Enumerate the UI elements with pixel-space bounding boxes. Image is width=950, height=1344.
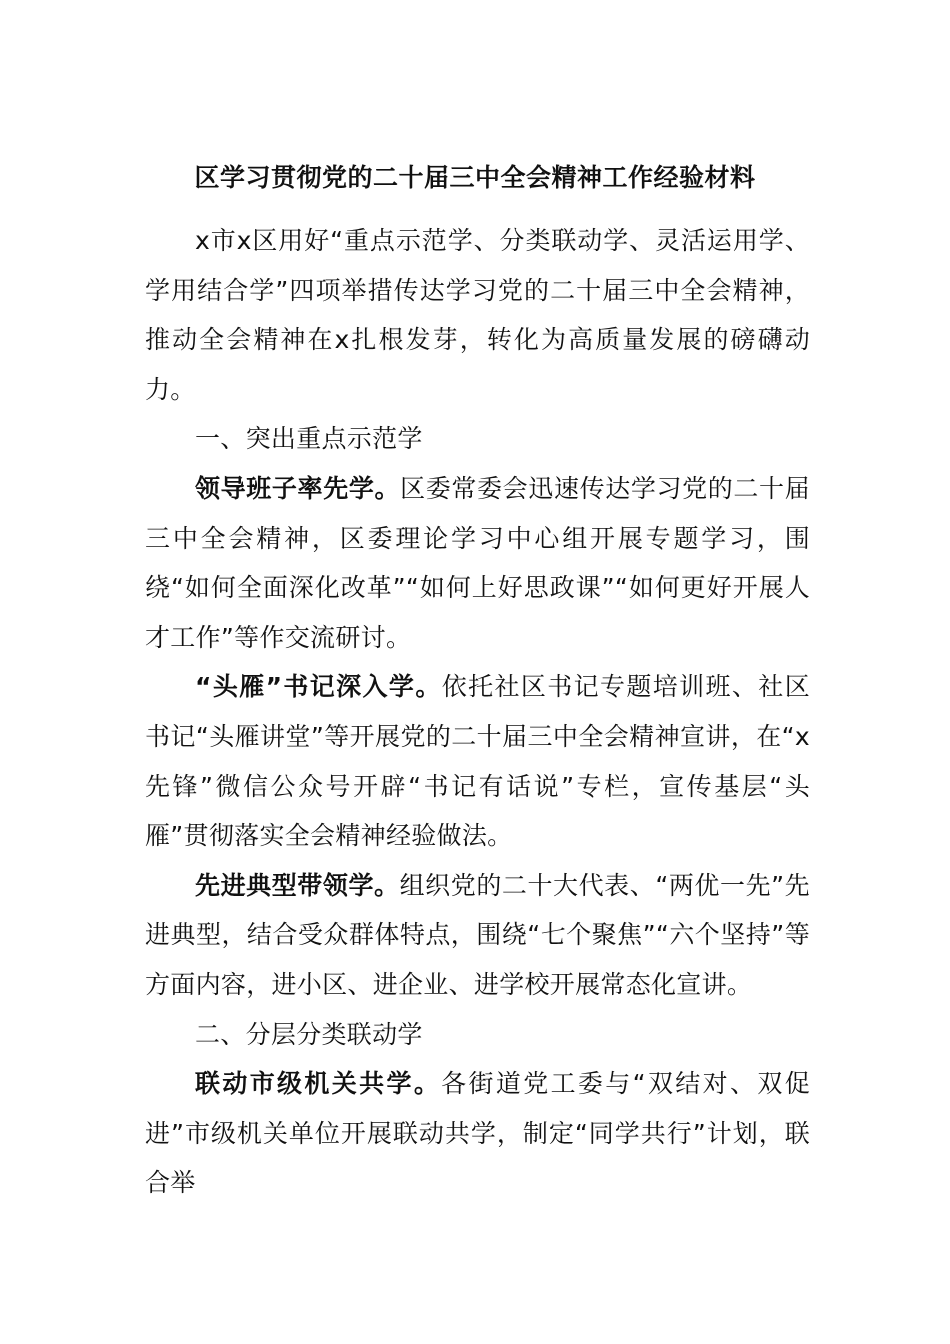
paragraph-lead: 领导班子率先学。 [195, 473, 401, 503]
section-1-paragraph-1 [145, 464, 810, 662]
document-title: 区学习贯彻党的二十届三中全会精神工作经验材料 [194, 163, 756, 192]
paragraph-lead: “头雁”书记深入学。 [195, 672, 442, 702]
paragraph-text: 依托社区书记专题培训班、社区书记“头雁讲堂”等开展党的二十届三中全会精神宣讲，在“x先锋”微信公众号开辟“书记有话说”专栏，宣传基层“头雁”贯彻落实全会精神经验做法。 [145, 672, 810, 851]
intro-paragraph: x市x区用好“重点示范学、分类联动学、灵活运用学、学用结合学”四项举措传达学习党的二十届三中全会精神，推动全会精神在x扎根发芽，转化为高质量发展的磅礴动力。 [145, 226, 810, 404]
paragraph-text: 各街道党工委与“双结对、双促进”市级机关单位开展联动共学，制定“同学共行”计划，联合举 [145, 1069, 810, 1198]
paragraph-lead: 联动市级机关共学。 [195, 1069, 442, 1099]
document-body [145, 216, 810, 1208]
paragraph-text: 组织党的二十大代表、“两优一先”先进典型，结合受众群体特点，围绕“七个聚焦”“六个坚持”等方面内容，进小区、进企业、进学校开展常态化宣讲。 [145, 870, 810, 999]
section-1-heading: 一、突出重点示范学 [195, 424, 423, 454]
section-2-heading: 二、分层分类联动学 [195, 1019, 423, 1049]
section-1-paragraph-2 [145, 662, 810, 860]
section-2-paragraph-1 [145, 1059, 810, 1208]
paragraph-text: 区委常委会迅速传达学习党的二十届三中全会精神，区委理论学习中心组开展专题学习，围绕“如何全面深化改革”“如何上好思政课”“如何更好开展人才工作”等作交流研讨。 [145, 473, 810, 652]
section-1-paragraph-3 [145, 861, 810, 1010]
paragraph-lead: 先进典型带领学。 [195, 870, 400, 900]
